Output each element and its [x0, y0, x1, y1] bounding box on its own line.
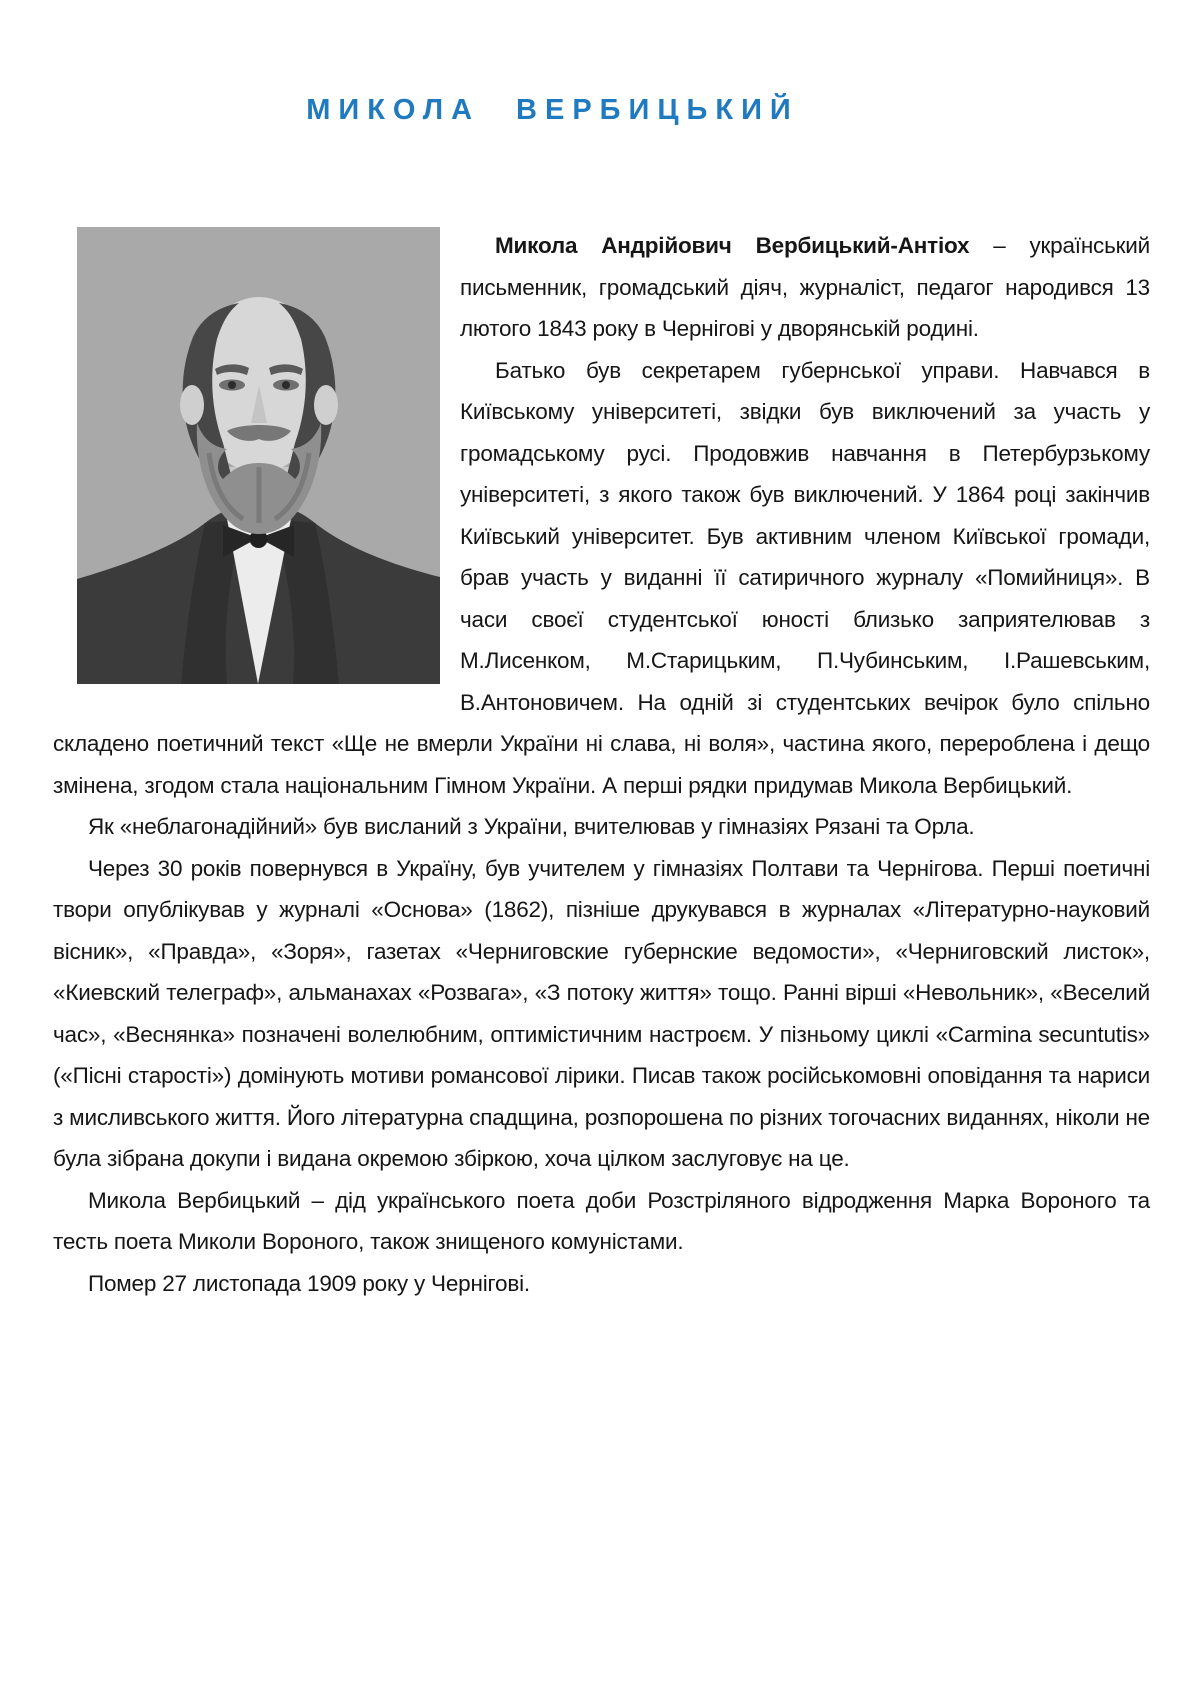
paragraph-publications: Через 30 років повернувся в Україну, був учителем у гімназіях Полтави та Чернігова. Перші поетичні твори опублікував у журналі «Основа» (1862), пізніше друкувався в журналах «Літературно-науковий вісник», «Правда», «Зоря», газетах «Черниговские губернские ведомости», «Черниговский листок», «Киевский телеграф», альманахах «Розвага», «З потоку життя» тощо. Ранні вірші «Невольник», «Веселий час», «Веснянка» позначені волелюбним, оптимістичним настроєм. У пізньому циклі «Carmina secuntutis» («Пісні старості») домінують мотиви романсової лірики. Писав також російськомовні оповідання та нариси з мисливського життя. Його літературна спадщина, розпорошена по різних тогочасних виданнях, ніколи не була зібрана докупи і видана окремою збіркою, хоча цілком заслуговує на це.	[53, 855, 1150, 1171]
paragraph-biography: Батько був секретарем губернської управи. Навчався в Київському університеті, звідки був виключений за участь у громадському русі. Продовжив навчання в Петербурзькому університеті, з якого також був виключений. У 1864 році закінчив Київський університет. Був активним членом Київської громади, брав участь у виданні її сатиричного журналу «Помийниця». В часи своєї студентської юності близько заприятелював з М.Лисенком, М.Старицьким, П.Чубинським, І.Рашевським, В.Антоновичем. На одній зі студентських вечірок було спільно складено поетичний текст «Ще не вмерли України ні слава, ні воля», частина якого, перероблена і дещо змінена, згодом стала національним Гімном України. А перші рядки придумав Микола Вербицький.	[53, 357, 1150, 798]
portrait-photo	[77, 227, 440, 684]
paragraph-exile: Як «неблагонадійний» був висланий з України, вчителював у гімназіях Рязані та Орла.	[88, 814, 975, 839]
paragraph-death: Помер 27 листопада 1909 року у Чернігові.	[88, 1270, 530, 1296]
paragraph-family: Микола Вербицький – дід українського поета доби Розстріляного відродження Марка Вороного та тесть поета Миколи Вороного, також знищеного комуністами.	[53, 1187, 1150, 1254]
article-body	[53, 225, 1150, 1304]
portrait-photo-graphic	[77, 227, 440, 684]
page-title	[0, 0, 1105, 130]
person-name-bold: Микола Андрійович Вербицький-Антіох	[495, 233, 970, 258]
paragraph-intro-text: – український письменник, громадський діяч, журналіст, педагог народився 13 лютого 1843 року в Чернігові у дворянській родині.	[460, 233, 1151, 341]
page-title-word-1: МИКОЛА	[306, 94, 481, 126]
page-title-word-2: ВЕРБИЦЬКИЙ	[516, 94, 799, 126]
